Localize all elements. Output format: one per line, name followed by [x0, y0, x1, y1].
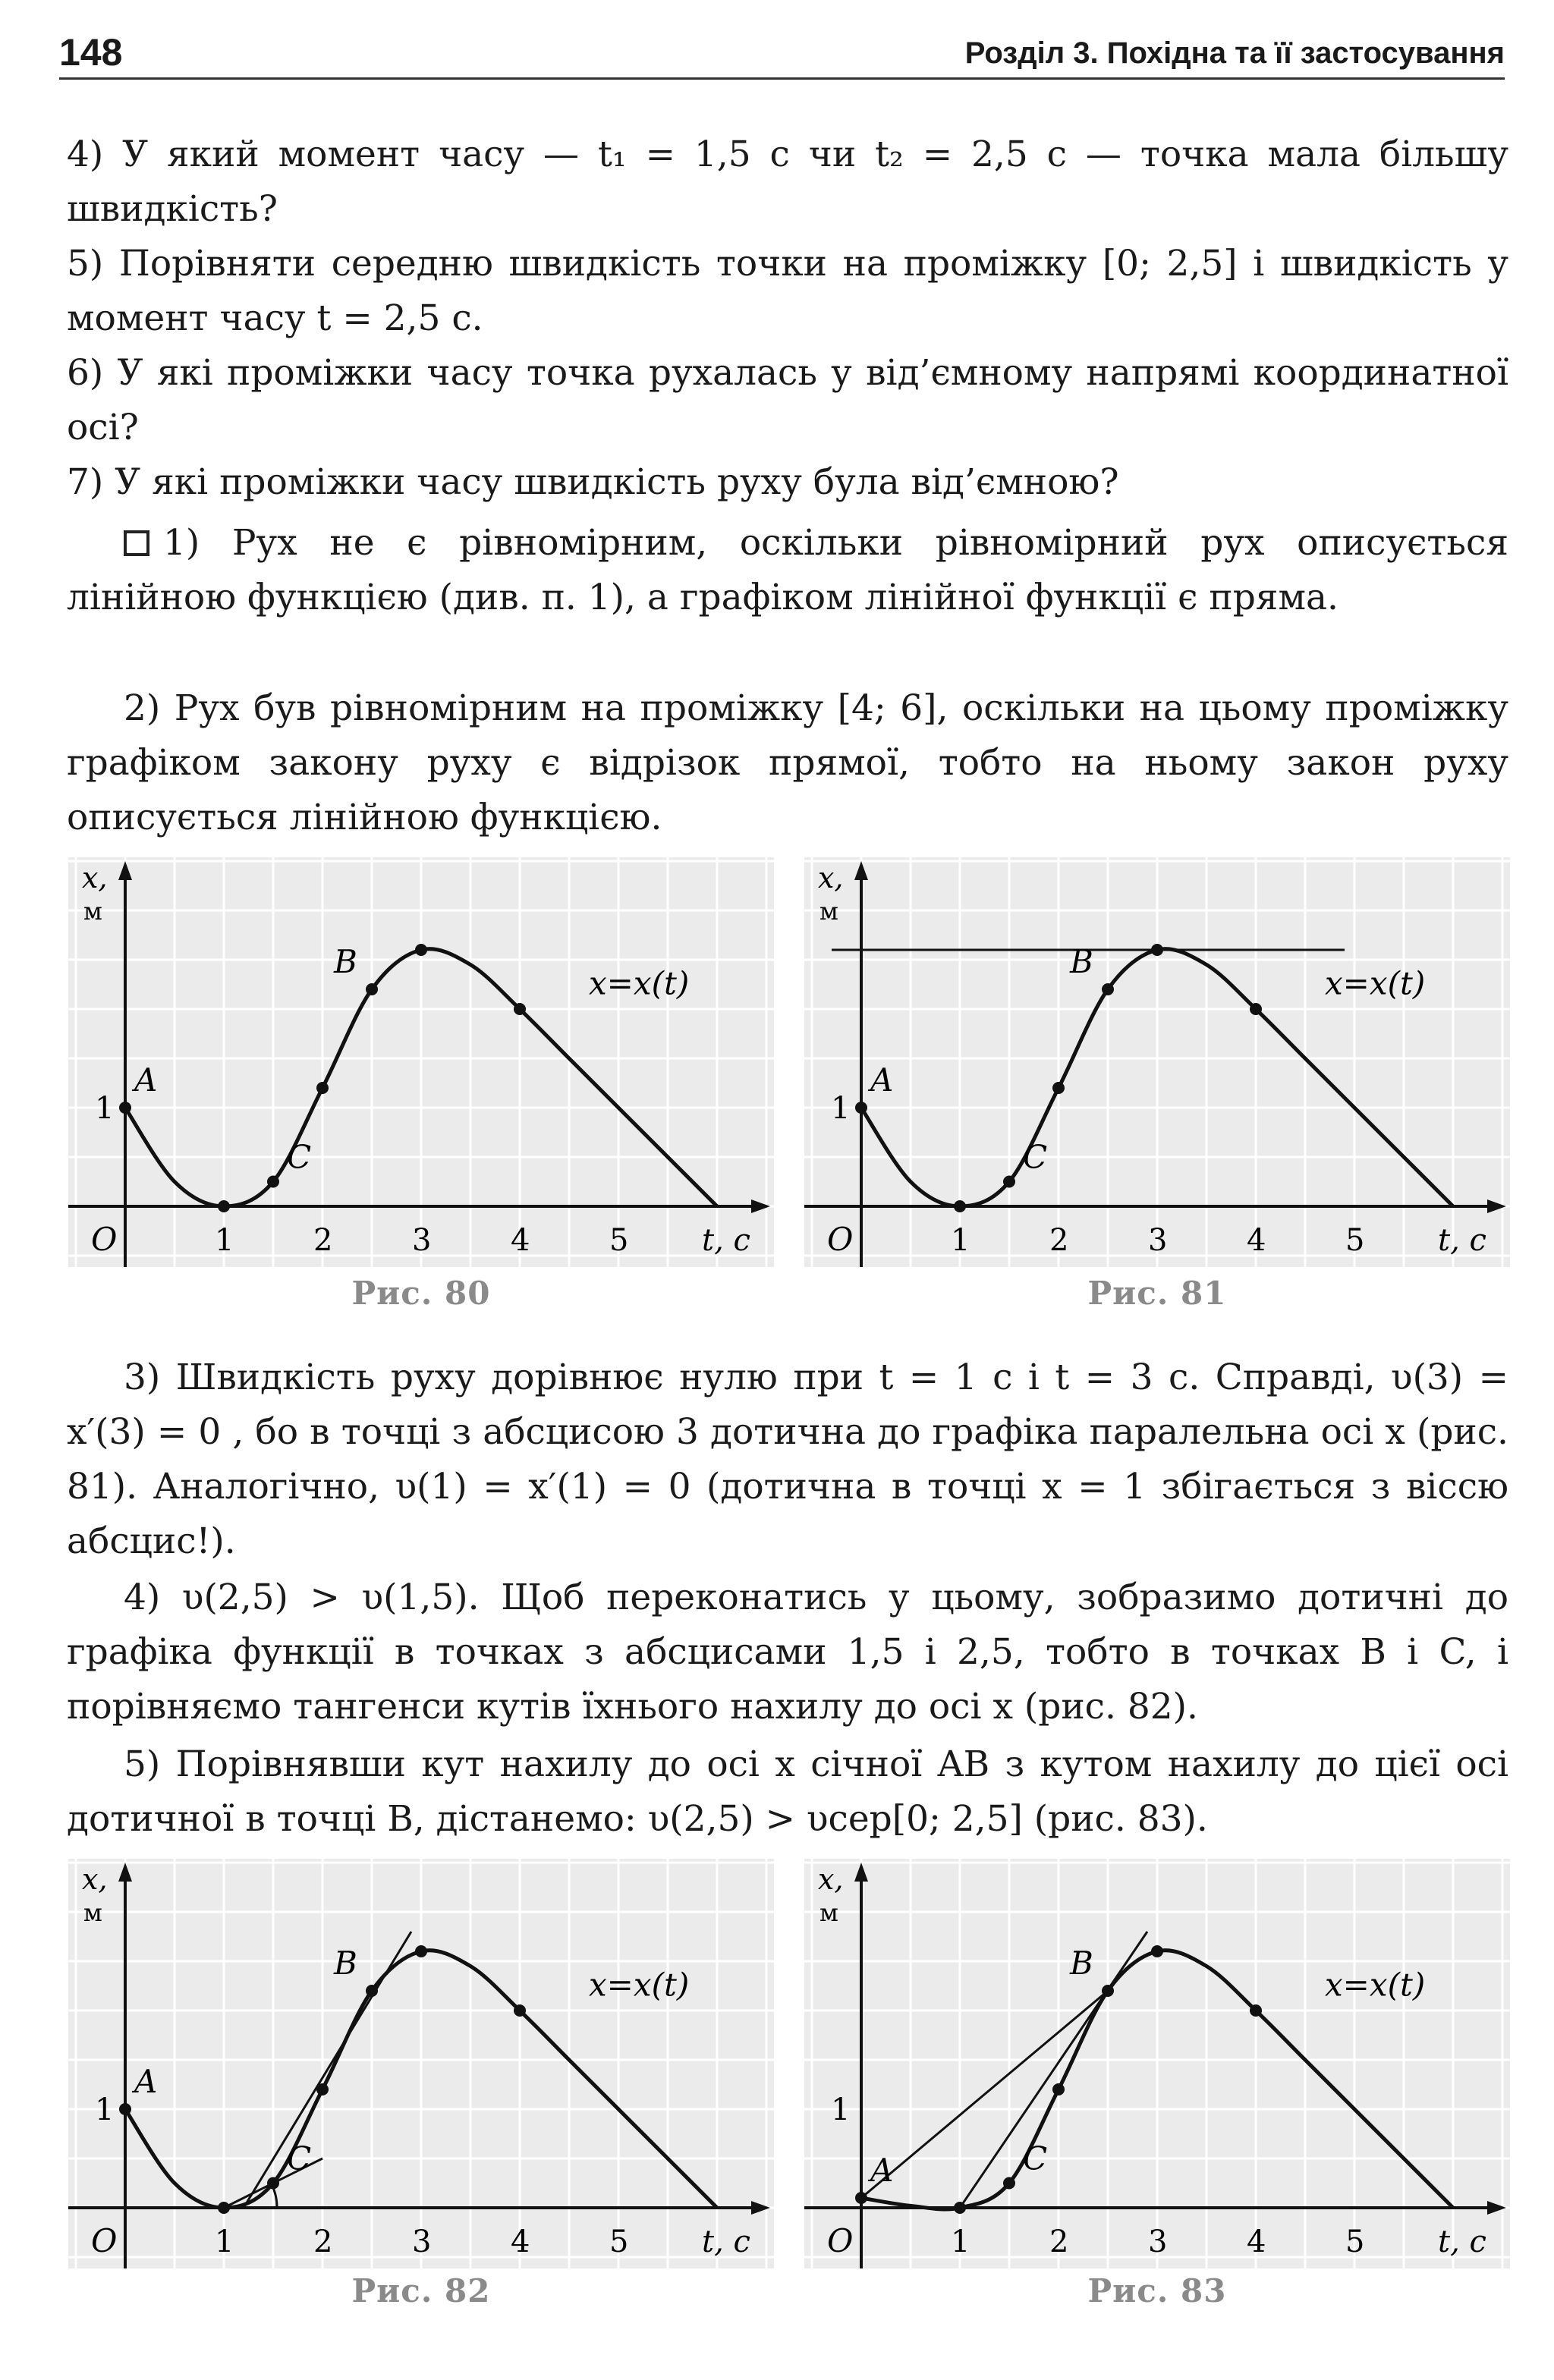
curve-dot	[218, 2202, 230, 2214]
point-a	[119, 1102, 131, 1114]
y-axis-label: x,	[82, 861, 108, 894]
x-tick-label: 4	[511, 2224, 530, 2259]
x-tick-label: 1	[215, 2224, 234, 2259]
y-tick-label: 1	[95, 1091, 115, 1126]
answer-1	[67, 516, 1508, 625]
x-tick-label: 3	[412, 2224, 432, 2259]
page-header	[59, 30, 1505, 80]
curve-dot	[514, 1003, 526, 1015]
x-axis-label: t, c	[1438, 2224, 1486, 2259]
solution-start-icon	[124, 530, 149, 556]
curve-label: x=x(t)	[589, 964, 690, 1002]
curve-dot	[415, 1945, 427, 1957]
y-tick-label: 1	[95, 2092, 115, 2127]
x-tick-label: 5	[1345, 2224, 1365, 2259]
x-tick-label: 5	[609, 1223, 629, 1258]
point-b	[1102, 1985, 1114, 1997]
point-b-label: B	[334, 943, 357, 980]
curve-dot	[316, 1082, 329, 1094]
x-tick-label: 5	[609, 2224, 629, 2259]
point-c	[1003, 2177, 1015, 2190]
answer-1-text: 1) Рух не є рівномірним, оскільки рівномірний рух описується лінійною функцією (див. п. 1), а графіком лінійної функції є пряма.	[67, 522, 1508, 618]
curve-dot	[1052, 1082, 1065, 1094]
x-axis-label: t, c	[702, 2224, 750, 2259]
point-a	[119, 2103, 131, 2115]
x-tick-label: 1	[215, 1223, 234, 1258]
point-a-label: A	[870, 1061, 894, 1099]
point-a-label: A	[134, 1061, 158, 1099]
curve-dot	[1151, 944, 1163, 956]
point-c-label: C	[1023, 1138, 1048, 1176]
y-axis-unit: м	[819, 1898, 838, 1927]
caption-fig-82: Рис. 82	[351, 2272, 491, 2309]
question-7: 7) У які проміжки часу швидкість руху була від’ємною?	[67, 461, 1119, 503]
y-axis-unit: м	[83, 1898, 102, 1927]
x-tick-label: 2	[313, 1223, 333, 1258]
y-axis-label: x,	[82, 1863, 108, 1896]
page-number: 148	[59, 31, 123, 74]
point-c	[267, 1176, 279, 1188]
point-b-label: B	[1070, 1945, 1093, 1982]
point-b	[366, 983, 378, 995]
y-axis-unit: м	[83, 897, 102, 926]
x-tick-label: 3	[1148, 2224, 1168, 2259]
point-a-label: A	[870, 2152, 894, 2189]
figure-81	[804, 857, 1510, 1267]
answer-5: 5) Порівнявши кут нахилу до осі x січної AB з кутом нахилу до цієї осі дотичної в точці B, дістанемо: υ(2,5) > υсер[0; 2,5] (рис. 83).	[67, 1743, 1508, 1840]
figure-82	[68, 1859, 774, 2268]
y-tick-label: 1	[831, 1091, 851, 1126]
origin-label: O	[91, 1221, 118, 1258]
question-6: 6) У які проміжки часу точка рухалась у від’ємному напрямі координатної осі?	[67, 352, 1508, 448]
x-tick-label: 4	[511, 1223, 530, 1258]
figure-83	[804, 1859, 1510, 2268]
caption-fig-81: Рис. 81	[1087, 1275, 1227, 1312]
point-c	[267, 2177, 279, 2190]
curve-dot	[954, 2202, 966, 2214]
curve-dot	[415, 944, 427, 956]
caption-fig-83: Рис. 83	[1087, 2272, 1227, 2309]
curve-label: x=x(t)	[589, 1966, 690, 2004]
origin-label: O	[827, 1221, 854, 1258]
question-4: 4) У який момент часу — t₁ = 1,5 с чи t₂ = 2,5 с — точка мала більшу швидкість?	[67, 134, 1508, 230]
caption-fig-80: Рис. 80	[351, 1275, 491, 1312]
x-tick-label: 4	[1247, 2224, 1266, 2259]
point-c	[1003, 1176, 1015, 1188]
point-a-label: A	[134, 2063, 158, 2100]
origin-label: O	[827, 2222, 854, 2259]
curve-dot	[1250, 1003, 1262, 1015]
y-axis-label: x,	[818, 1863, 844, 1896]
curve-dot	[218, 1200, 230, 1212]
x-tick-label: 5	[1345, 1223, 1365, 1258]
question-5: 5) Порівняти середню швидкість точки на проміжку [0; 2,5] і швидкість у момент часу t = 2,5 с.	[67, 243, 1508, 339]
curve-label: x=x(t)	[1325, 964, 1426, 1002]
x-axis-label: t, c	[1438, 1223, 1486, 1258]
origin-label: O	[91, 2222, 118, 2259]
point-a	[855, 1102, 867, 1114]
curve-dot	[514, 2004, 526, 2017]
point-b-label: B	[1070, 943, 1093, 980]
curve-dot	[1250, 2004, 1262, 2017]
curve-dot	[316, 2083, 329, 2095]
point-a	[855, 2192, 867, 2204]
point-c-label: C	[1023, 2139, 1048, 2177]
answer-3: 3) Швидкість руху дорівнює нулю при t = 1 с і t = 3 с. Справді, υ(3) = x′(3) = 0 , бо в точці з абсцисою 3 дотична до графіка паралельна осі x (рис. 81). Аналогічно, υ(1) = x′(1) = 0 (дотична в точці x = 1 збігається з віссю абсцис!).	[67, 1357, 1508, 1562]
x-tick-label: 1	[951, 2224, 970, 2259]
section-title: Розділ 3. Похідна та її застосування	[964, 36, 1505, 70]
curve-dot	[1052, 2083, 1065, 2095]
x-tick-label: 2	[1049, 2224, 1069, 2259]
x-tick-label: 2	[1049, 1223, 1069, 1258]
figure-80	[68, 857, 774, 1267]
x-tick-label: 2	[313, 2224, 333, 2259]
x-tick-label: 3	[412, 1223, 432, 1258]
point-b	[366, 1985, 378, 1997]
answer-4: 4) υ(2,5) > υ(1,5). Щоб переконатись у цьому, зобразимо дотичні до графіка функції в точках з абсцисами 1,5 і 2,5, тобто в точках B і C, і порівняємо тангенси кутів їхнього нахилу до осі x (рис. 82).	[67, 1577, 1508, 1728]
point-c-label: C	[287, 1138, 312, 1176]
point-c-label: C	[287, 2139, 312, 2177]
y-axis-unit: м	[819, 897, 838, 926]
answer-2: 2) Рух був рівномірним на проміжку [4; 6], оскільки на цьому проміжку графіком закону руху є відрізок прямої, тобто на ньому закон руху описується лінійною функцією.	[67, 687, 1508, 838]
point-b-label: B	[334, 1945, 357, 1982]
y-tick-label: 1	[831, 2092, 851, 2127]
x-tick-label: 3	[1148, 1223, 1168, 1258]
curve-label: x=x(t)	[1325, 1966, 1426, 2004]
curve-dot	[1151, 1945, 1163, 1957]
point-b	[1102, 983, 1114, 995]
x-tick-label: 1	[951, 1223, 970, 1258]
y-axis-label: x,	[818, 861, 844, 894]
curve-dot	[954, 1200, 966, 1212]
x-tick-label: 4	[1247, 1223, 1266, 1258]
x-axis-label: t, c	[702, 1223, 750, 1258]
